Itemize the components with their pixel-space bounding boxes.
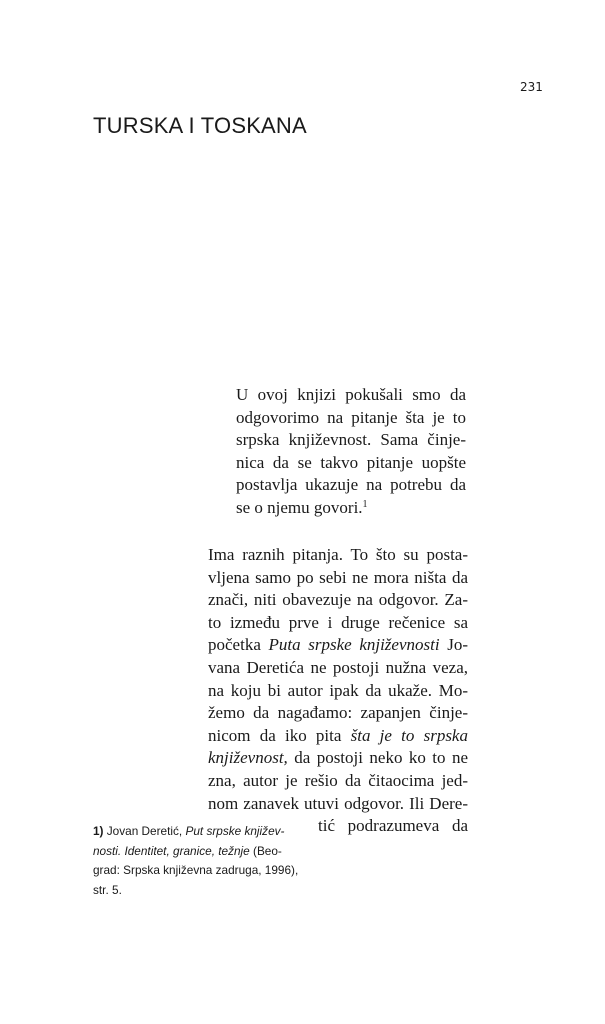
footnote-number: 1) <box>93 824 104 838</box>
footnote <box>93 822 308 900</box>
epigraph-last-line <box>236 497 466 520</box>
footnote-line <box>93 822 308 842</box>
text-span: nicom da iko pita <box>208 725 351 745</box>
epigraph-line: nica da se takvo pitanje uopšte <box>236 452 466 472</box>
body-line: to između prve i druge rečenice sa <box>208 612 468 632</box>
epigraph-line: odgovorimo na pitanje šta je to <box>236 407 466 427</box>
footnote-line <box>93 842 308 862</box>
epigraph-line: U ovoj knjizi pokušali smo da <box>236 385 466 404</box>
body-line: znači, niti obavezuje na odgovor. Za- <box>208 590 468 610</box>
body-line <box>208 634 468 657</box>
book-title: Puta srpske književnosti <box>268 635 440 655</box>
emphasis: šta je to srpska <box>350 725 468 745</box>
epigraph-line: postavlja ukazuje na potrebu da <box>236 475 466 495</box>
body-line: Ima raznih pitanja. To što su posta- <box>208 545 468 564</box>
footnote-author: Jovan Deretić, <box>103 824 186 838</box>
chapter-title: TURSKA I TOSKANA <box>93 113 307 138</box>
body-line: nom zanavek utuvi odgovor. Ili Dere- <box>208 793 468 813</box>
epigraph-line: srpska književnost. Sama činje- <box>236 430 466 450</box>
body-line: zna, autor je rešio da čitaocima jed- <box>208 770 468 790</box>
footnote-book-title: nosti. Identitet, granice, težnje <box>93 843 250 858</box>
body-line: vana Deretića ne postoji nužna veza, <box>208 657 468 677</box>
text-span: početka <box>208 635 269 655</box>
footnote-book-title: Put srpske književ- <box>185 824 285 838</box>
body-line: žemo da nagađamo: zapanjen činje- <box>208 703 468 723</box>
body-line <box>208 747 468 770</box>
page-number: 231 <box>520 80 543 94</box>
footnote-reference[interactable]: 1 <box>362 498 368 510</box>
footnote-text: (Beo- <box>249 843 282 858</box>
footnote-line: grad: Srpska književna zadruga, 1996), <box>93 863 299 877</box>
body-line: vljena samo po sebi ne mora ništa da <box>208 567 468 587</box>
emphasis: književnost, <box>208 748 288 768</box>
text-span: da postoji neko ko to ne <box>287 748 468 768</box>
footnote-line: str. 5. <box>93 882 122 897</box>
body-line: tić podrazumeva da <box>318 816 468 836</box>
body-line: na koju bi autor ipak da ukaže. Mo- <box>208 680 468 700</box>
text-span: Jo- <box>439 635 469 655</box>
body-text <box>208 544 468 838</box>
body-line <box>208 725 468 748</box>
epigraph <box>236 384 466 520</box>
epigraph-text: se o njemu govori. <box>236 497 363 517</box>
